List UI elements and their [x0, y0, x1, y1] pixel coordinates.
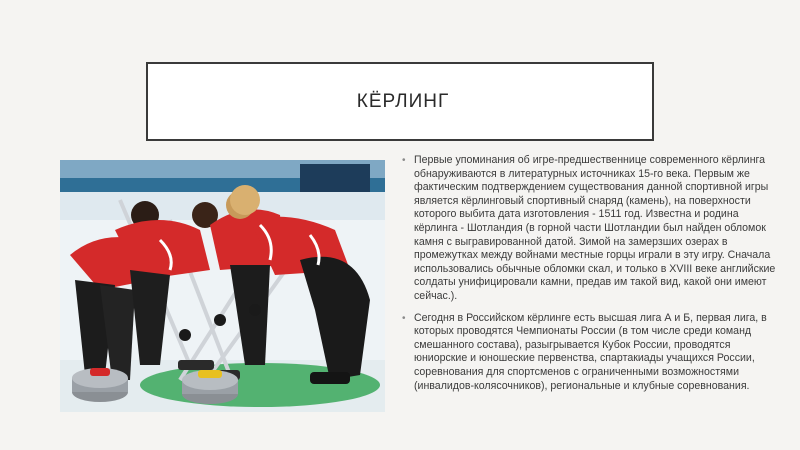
curling-photo: [60, 160, 385, 412]
bullet-marker: •: [402, 312, 406, 324]
slide-text-body: [402, 154, 782, 401]
curling-team-sweeping-photo: [60, 160, 385, 412]
slide-title: КЁРЛИНГ: [356, 90, 450, 112]
paragraph-history: [402, 154, 782, 304]
paragraph-history-text: Первые упоминания об игре-предшественнице современного кёрлинга обнаруживаются в литературных источниках 15-го века. Первым же фактическим подтверждением существования данной спортивной игры является кёрлинговый спортивный снаряд (камень), на поверхности которого выбита дата изготовления - 1511 год. Известна и родина кёрлинга - Шотландия (в горной части Шотландии был найден обломок камня с выгравированной датой. Зимой на замерзших озерах в промежутках между войнами местные горцы играли в эту игру. Сначала использовались обычные обломки скал, и только в XVIII веке английские солдаты унифицировали камни, предав им такой вид, какой они имеют сейчас.).: [414, 154, 776, 302]
paragraph-russia-text: Сегодня в Российском кёрлинге есть высшая лига А и Б, первая лига, в которых проводятся Чемпионаты России (в том числе среди команд смешанного состава), разыгрывается Кубок России, проводятся юниорские и юношеские первенства, спартакиады учащихся России, соревнования для спортсменов с ограниченными возможностями (инвалидов-колясочников), региональные и клубные соревнования.: [414, 311, 767, 392]
paragraph-russia: [402, 312, 782, 394]
bullet-marker: •: [402, 155, 406, 166]
title-box: [146, 62, 654, 141]
